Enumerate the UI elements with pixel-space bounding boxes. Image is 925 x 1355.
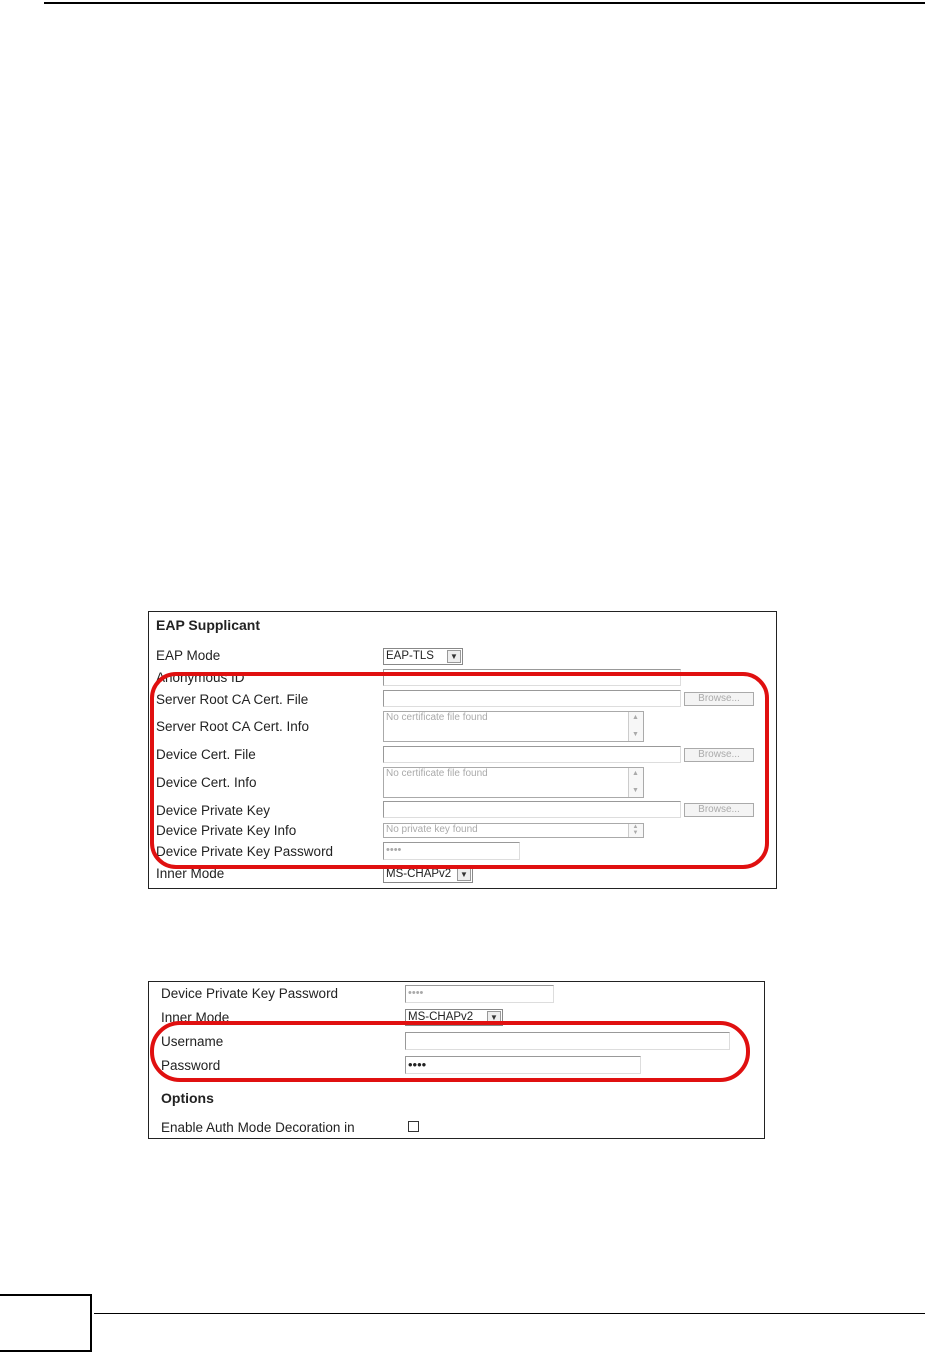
server-root-ca-cert-info-textarea: No certificate file found ▲ ▼ bbox=[383, 711, 644, 742]
password-input[interactable]: •••• bbox=[405, 1056, 641, 1074]
enable-auth-mode-decoration-checkbox[interactable] bbox=[408, 1121, 419, 1132]
device-private-key-info-label: Device Private Key Info bbox=[156, 823, 297, 838]
eap-mode-select[interactable]: EAP-TLS ▼ bbox=[383, 648, 463, 665]
section-title-options: Options bbox=[161, 1090, 214, 1106]
device-cert-info-label: Device Cert. Info bbox=[156, 775, 257, 790]
device-cert-file-label: Device Cert. File bbox=[156, 747, 256, 762]
username-label: Username bbox=[161, 1034, 224, 1049]
server-root-ca-cert-info-label: Server Root CA Cert. Info bbox=[156, 719, 310, 734]
inner-mode-label: Inner Mode bbox=[161, 1010, 230, 1025]
chevron-down-icon: ▼ bbox=[447, 650, 461, 663]
footer-rule bbox=[94, 1313, 925, 1314]
device-private-key-label: Device Private Key bbox=[156, 803, 271, 818]
anonymous-id-label: Anonymous ID bbox=[156, 670, 245, 685]
device-cert-info-textarea: No certificate file found ▲ ▼ bbox=[383, 767, 644, 798]
eap-mode-label: EAP Mode bbox=[156, 648, 221, 663]
device-cert-browse-button[interactable]: Browse... bbox=[684, 748, 754, 762]
device-private-key-browse-button[interactable]: Browse... bbox=[684, 803, 754, 817]
chevron-down-icon: ▼ bbox=[487, 1011, 501, 1024]
scrollbar[interactable] bbox=[628, 768, 643, 797]
device-private-key-info-textarea: No private key found ▲ ▼ bbox=[383, 823, 644, 838]
anonymous-id-input[interactable] bbox=[383, 669, 681, 686]
device-private-key-password-input[interactable]: •••• bbox=[405, 985, 554, 1003]
inner-mode-label: Inner Mode bbox=[156, 866, 225, 881]
scroll-down-icon[interactable]: ▼ bbox=[632, 731, 639, 738]
server-root-ca-cert-file-input[interactable] bbox=[383, 690, 681, 707]
page-number-box bbox=[0, 1294, 92, 1352]
scroll-down-icon[interactable]: ▼ bbox=[632, 830, 639, 836]
device-private-key-password-label: Device Private Key Password bbox=[156, 844, 334, 859]
scroll-up-icon[interactable]: ▲ bbox=[632, 824, 639, 830]
eap-supplicant-panel bbox=[148, 611, 777, 889]
enable-auth-mode-decoration-label: Enable Auth Mode Decoration in bbox=[161, 1120, 355, 1135]
device-cert-file-input[interactable] bbox=[383, 746, 681, 763]
inner-mode-select[interactable]: MS-CHAPv2 ▼ bbox=[405, 1009, 503, 1026]
section-title-eap-supplicant: EAP Supplicant bbox=[156, 617, 260, 633]
username-input[interactable] bbox=[405, 1032, 730, 1050]
device-private-key-input[interactable] bbox=[383, 801, 681, 818]
scrollbar[interactable] bbox=[628, 712, 643, 741]
device-private-key-password-input[interactable]: •••• bbox=[383, 842, 520, 860]
inner-mode-panel bbox=[148, 981, 765, 1139]
header-rule bbox=[44, 2, 925, 4]
scroll-down-icon[interactable]: ▼ bbox=[632, 787, 639, 794]
chevron-down-icon: ▼ bbox=[457, 868, 471, 881]
server-root-ca-browse-button[interactable]: Browse... bbox=[684, 692, 754, 706]
inner-mode-select[interactable]: MS-CHAPv2 ▼ bbox=[383, 866, 473, 883]
scroll-up-icon[interactable]: ▲ bbox=[632, 714, 639, 721]
device-private-key-password-label: Device Private Key Password bbox=[161, 986, 339, 1001]
scroll-up-icon[interactable]: ▲ bbox=[632, 770, 639, 777]
scrollbar[interactable] bbox=[628, 824, 643, 837]
server-root-ca-cert-file-label: Server Root CA Cert. File bbox=[156, 692, 309, 707]
password-label: Password bbox=[161, 1058, 221, 1073]
